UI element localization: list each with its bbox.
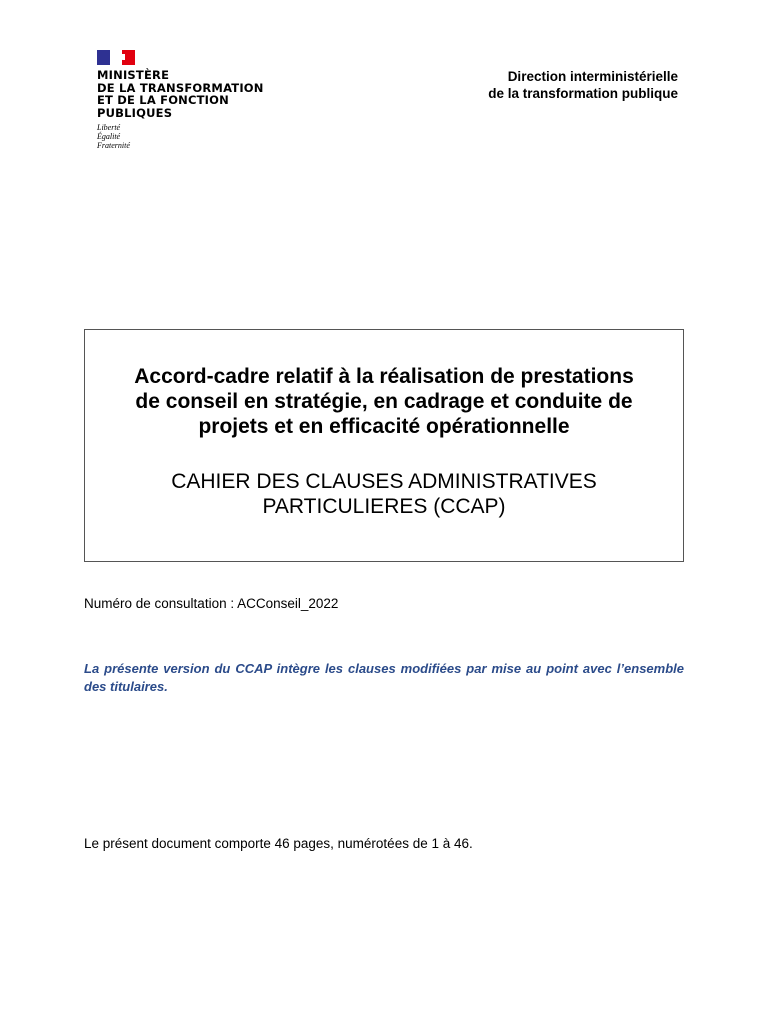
subtitle-line: PARTICULIERES (CCAP) <box>262 495 506 518</box>
document-subtitle <box>101 469 667 519</box>
consultation-number: Numéro de consultation : ACConseil_2022 <box>84 596 339 611</box>
marianne-flag-icon <box>97 50 135 65</box>
ministry-line: DE LA TRANSFORMATION <box>97 80 264 95</box>
document-title <box>101 364 667 439</box>
motto-line: Égalité <box>97 132 121 141</box>
title-line: de conseil en stratégie, en cadrage et conduite de <box>135 390 633 413</box>
ministry-line: ET DE LA FONCTION <box>97 93 229 107</box>
ministry-line: PUBLIQUES <box>97 105 173 120</box>
direction-name <box>488 68 678 102</box>
subtitle-line: CAHIER DES CLAUSES ADMINISTRATIVES <box>171 470 597 493</box>
title-line: projets et en efficacité opérationnelle <box>198 415 570 438</box>
title-box <box>84 329 684 562</box>
ministry-name <box>97 69 287 119</box>
direction-line: Direction interministérielle <box>507 69 678 84</box>
direction-line: de la transformation publique <box>488 86 678 101</box>
ministry-logo <box>97 50 287 150</box>
ministry-line: MINISTÈRE <box>97 68 170 82</box>
republic-motto <box>97 123 287 150</box>
version-notice: La présente version du CCAP intègre les clauses modifiées par mise au point avec l’ensemble des titulaires. <box>84 661 684 694</box>
page-count-statement: Le présent document comporte 46 pages, numérotées de 1 à 46. <box>84 836 473 851</box>
title-line: Accord-cadre relatif à la réalisation de prestations <box>134 365 634 388</box>
motto-line: Fraternité <box>97 141 130 150</box>
motto-line: Liberté <box>97 123 121 132</box>
